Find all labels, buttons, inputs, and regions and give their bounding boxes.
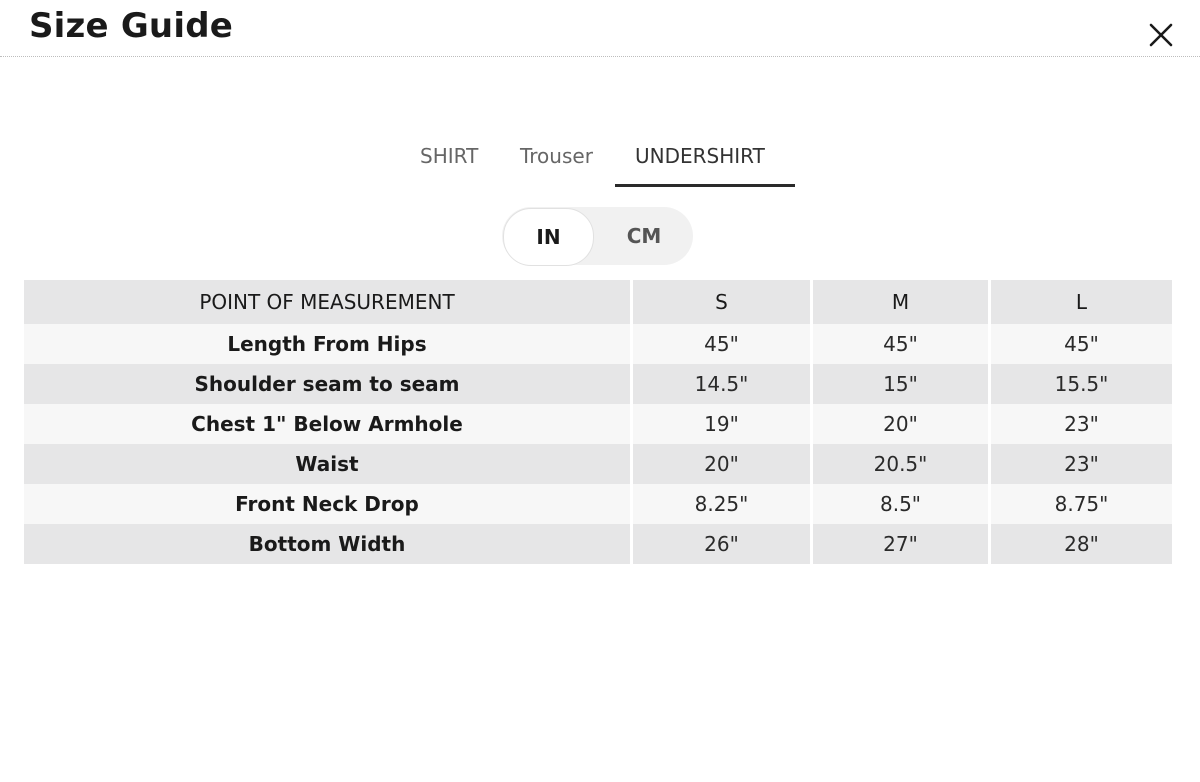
table-row [24,484,1172,524]
cell-l: 8.75" [991,484,1172,524]
table-header-row [24,280,1172,324]
row-label: Front Neck Drop [24,484,633,524]
cell-l: 15.5" [991,364,1172,404]
cell-m: 20" [813,404,991,444]
row-label: Waist [24,444,633,484]
cell-m: 8.5" [813,484,991,524]
cell-l: 28" [991,524,1172,564]
cell-m: 15" [813,364,991,404]
row-label: Shoulder seam to seam [24,364,633,404]
modal-header [0,0,1200,57]
tab-trouser[interactable]: Trouser [520,144,593,168]
cell-m: 20.5" [813,444,991,484]
cell-s: 8.25" [633,484,813,524]
tab-shirt[interactable]: SHIRT [420,144,479,168]
cell-s: 20" [633,444,813,484]
cell-l: 23" [991,444,1172,484]
close-icon [1146,20,1176,50]
cell-m: 45" [813,324,991,364]
table-row [24,444,1172,484]
tab-undershirt[interactable]: UNDERSHIRT [635,144,765,168]
unit-in-button[interactable]: IN [503,208,594,266]
table-row [24,364,1172,404]
row-label: Bottom Width [24,524,633,564]
size-table [24,280,1172,564]
unit-cm-button[interactable]: CM [626,224,662,248]
cell-s: 14.5" [633,364,813,404]
garment-tabs [0,130,1200,188]
header-size-s: S [633,280,813,324]
table-row [24,324,1172,364]
cell-s: 45" [633,324,813,364]
cell-m: 27" [813,524,991,564]
cell-s: 26" [633,524,813,564]
size-table-container [24,280,1172,564]
header-size-l: L [991,280,1172,324]
unit-toggle [502,207,693,265]
modal-title: Size Guide [29,6,233,46]
cell-s: 19" [633,404,813,444]
row-label: Length From Hips [24,324,633,364]
row-label: Chest 1" Below Armhole [24,404,633,444]
header-point-of-measurement: POINT OF MEASUREMENT [24,280,633,324]
table-row [24,524,1172,564]
header-size-m: M [813,280,991,324]
table-row [24,404,1172,444]
close-button[interactable] [1146,20,1176,50]
cell-l: 45" [991,324,1172,364]
active-tab-indicator [615,184,795,187]
cell-l: 23" [991,404,1172,444]
